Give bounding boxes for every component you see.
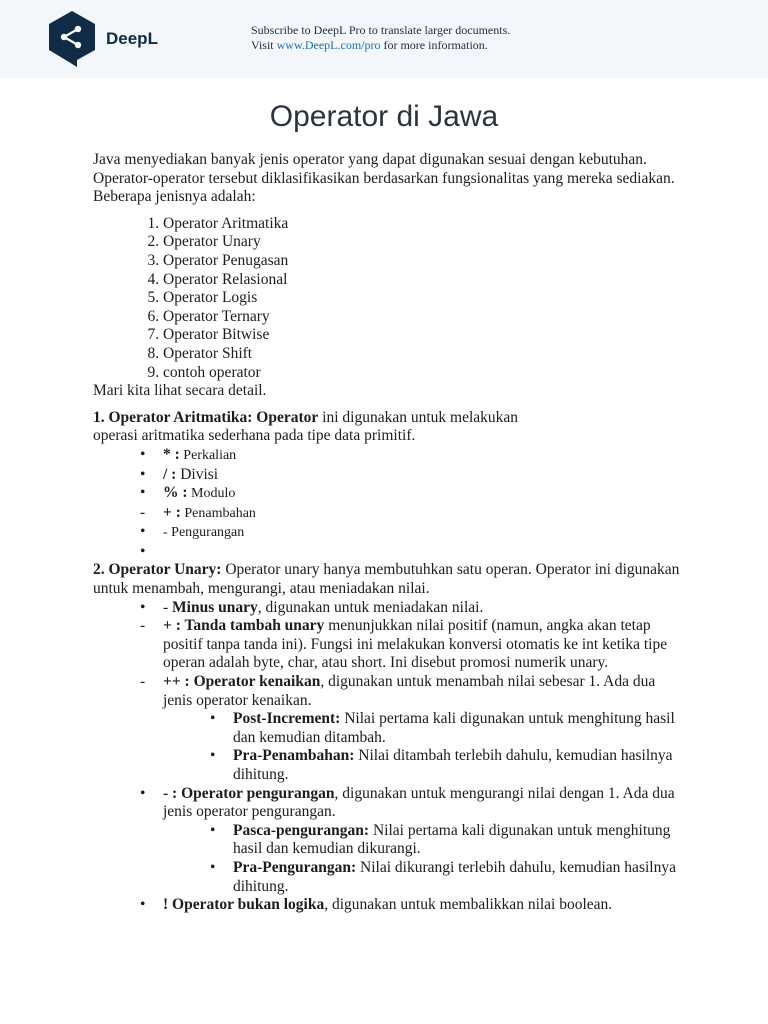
- section-1-text-b: operasi aritmatika sederhana pada tipe data primitif.: [93, 427, 416, 445]
- list-item: 3. Operator Penugasan: [163, 252, 683, 271]
- list-item: [210, 859, 683, 896]
- logical-not-text: , digunakan untuk membalikkan nilai boolean.: [324, 896, 613, 914]
- bullet-marker: -: [140, 617, 146, 635]
- list-item: 6. Operator Ternary: [163, 308, 683, 327]
- list-item: [140, 543, 683, 562]
- section-1-text-a: ini digunakan untuk melakukan: [318, 408, 519, 426]
- list-item: [140, 523, 683, 543]
- list-item: 4. Operator Relasional: [163, 271, 683, 290]
- post-decrement-label: Pasca-pengurangan:: [233, 821, 370, 839]
- decrement-types-list: [163, 822, 683, 896]
- bullet-marker: •: [140, 896, 146, 914]
- document-body: [93, 151, 683, 915]
- list-item: 9. contoh operator: [163, 364, 683, 383]
- deepl-logo-icon: [47, 10, 97, 68]
- unary-minus-text: , digunakan untuk meniadakan nilai.: [257, 598, 484, 616]
- list-item: [140, 617, 683, 673]
- deepl-logo[interactable]: [47, 10, 158, 68]
- list-item: [210, 747, 683, 784]
- promo-line-2: [251, 38, 510, 53]
- operator-symbol: / :: [163, 465, 177, 483]
- section-1-intro: [93, 409, 683, 446]
- pre-increment-text: Nilai ditambah terlebih dahulu, kemudian hasilnya dihitung.: [233, 747, 673, 783]
- unary-plus-label: + : Tanda tambah unary: [163, 617, 325, 635]
- bullet-marker: •: [140, 598, 146, 616]
- operator-symbol: + :: [163, 503, 181, 521]
- deepl-pro-link[interactable]: www.DeepL.com/pro: [276, 38, 381, 52]
- bullet-marker: •: [210, 821, 216, 839]
- detail-line: Mari kita lihat secara detail.: [93, 382, 267, 400]
- section-2-intro: [93, 561, 683, 598]
- arithmetic-operators-list: [93, 446, 683, 562]
- list-item: 8. Operator Shift: [163, 345, 683, 364]
- pre-decrement-label: Pra-Pengurangan:: [233, 858, 357, 876]
- bullet-marker: •: [140, 484, 146, 502]
- bullet-marker: •: [210, 710, 216, 728]
- logical-not-label: ! Operator bukan logika: [163, 896, 325, 914]
- list-item: [140, 785, 683, 897]
- list-item: [140, 466, 683, 485]
- bullet-marker: -: [140, 673, 146, 691]
- list-item: [140, 484, 683, 504]
- pre-increment-label: Pra-Penambahan:: [233, 747, 355, 765]
- unary-operators-list: [93, 599, 683, 915]
- bullet-marker: •: [210, 747, 216, 765]
- unary-plus-text: menunjukkan nilai positif (namun, angka akan tetap positif tanpa tanda ini). Fungsi ini melakukan konversi otomatis ke int ketika tipe operan adalah byte, char, atau short. Ini disebut promosi numerik unary.: [163, 617, 668, 672]
- bullet-marker: •: [140, 445, 146, 463]
- page-title: Operator di Jawa: [269, 100, 499, 133]
- promo-text: [251, 23, 510, 53]
- bullet-marker: •: [140, 465, 146, 483]
- decrement-label: - : Operator pengurangan: [163, 784, 335, 802]
- operator-types-list: [93, 215, 683, 382]
- increment-label: ++ : Operator kenaikan: [163, 673, 321, 691]
- list-item: [210, 710, 683, 747]
- deepl-brand-text: DeepL: [106, 29, 158, 48]
- promo-rest: for more information.: [380, 38, 488, 52]
- list-item: [140, 673, 683, 785]
- post-increment-text: Nilai pertama kali digunakan untuk menghitung hasil dan kemudian ditambah.: [233, 710, 675, 746]
- post-decrement-text: Nilai pertama kali digunakan untuk menghitung hasil dan kemudian dikurangi.: [233, 821, 671, 858]
- operator-name: Perkalian: [179, 447, 237, 463]
- list-item: [140, 599, 683, 618]
- section-1-heading: 1. Operator Aritmatika: Operator: [93, 408, 319, 426]
- bullet-marker: •: [140, 542, 146, 560]
- post-increment-label: Post-Increment:: [233, 710, 341, 728]
- list-item: [140, 896, 683, 915]
- deepl-banner: [0, 0, 768, 78]
- bullet-marker: -: [140, 503, 146, 521]
- list-item: 7. Operator Bitwise: [163, 326, 683, 345]
- operator-name: Modulo: [187, 486, 236, 502]
- bullet-marker: •: [140, 523, 146, 541]
- list-item: [210, 822, 683, 859]
- pre-decrement-text: Nilai dikurangi terlebih dahulu, kemudian hasilnya dihitung.: [233, 858, 676, 895]
- operator-name: Divisi: [176, 465, 219, 483]
- bullet-marker: •: [210, 858, 216, 876]
- list-item: 2. Operator Unary: [163, 233, 683, 252]
- list-item: 5. Operator Logis: [163, 289, 683, 308]
- operator-symbol: % :: [163, 484, 188, 502]
- bullet-marker: •: [140, 784, 146, 802]
- operator-name: Penambahan: [180, 505, 256, 521]
- increment-types-list: [163, 710, 683, 784]
- section-2-text: Operator unary hanya membutuhkan satu operan. Operator ini digunakan untuk menambah, mengurangi, atau meniadakan nilai.: [93, 561, 680, 598]
- minus-prefix: -: [163, 598, 173, 616]
- operator-symbol: * :: [163, 445, 180, 463]
- increment-text: , digunakan untuk menambah nilai sebesar 1. Ada dua jenis operator kenaikan.: [163, 673, 656, 709]
- promo-visit: Visit: [251, 38, 277, 52]
- intro-paragraph: Java menyediakan banyak jenis operator yang dapat digunakan sesuai dengan kebutuhan. Operator-operator tersebut diklasifikasikan berdasarkan fungsionalitas yang mereka sediakan. Beberapa jenisnya adalah:: [93, 151, 675, 206]
- decrement-text: , digunakan untuk mengurangi nilai dengan 1. Ada dua jenis operator pengurangan.: [163, 784, 675, 821]
- section-2-heading: 2. Operator Unary:: [93, 561, 222, 579]
- list-item: [140, 504, 683, 524]
- operator-name: - Pengurangan: [163, 525, 245, 541]
- list-item: 1. Operator Aritmatika: [163, 215, 683, 234]
- promo-line-1: Subscribe to DeepL Pro to translate larger documents.: [251, 23, 511, 37]
- unary-minus-label: Minus unary: [172, 598, 258, 616]
- list-item: [140, 446, 683, 466]
